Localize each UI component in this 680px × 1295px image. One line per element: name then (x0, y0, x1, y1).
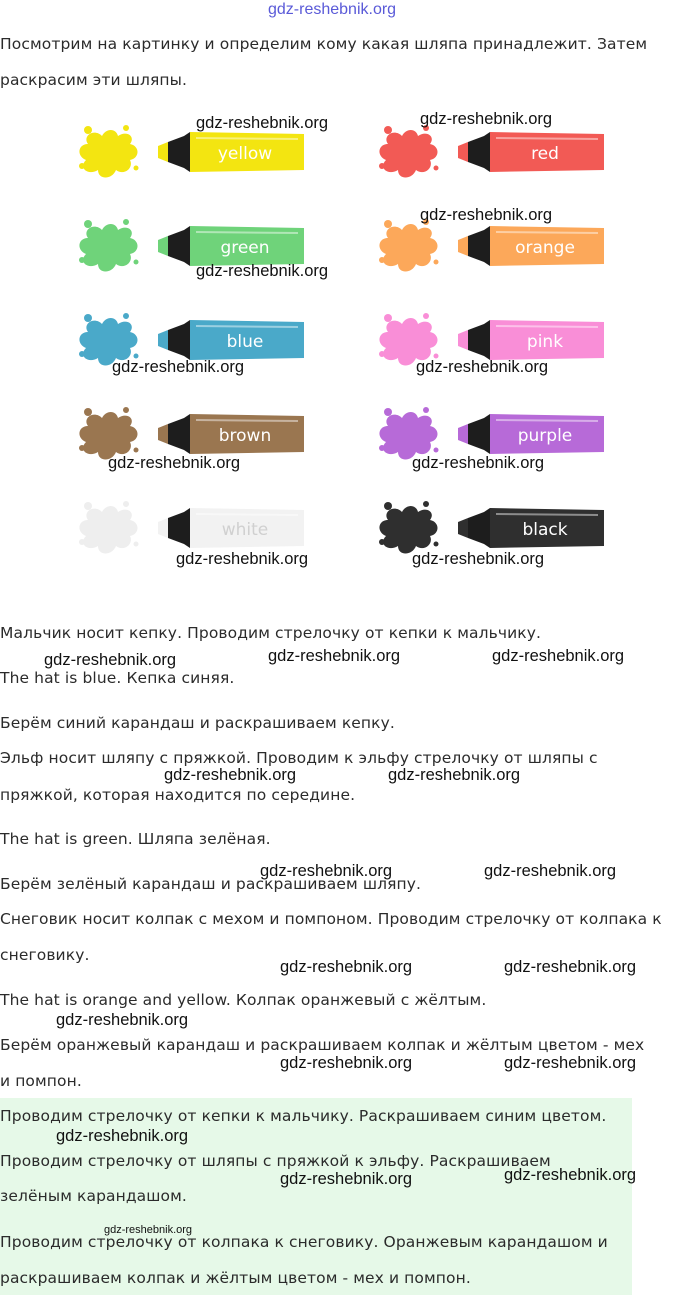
paint-drop-icon (84, 314, 92, 322)
marker-label: orange (515, 238, 575, 258)
marker-label: green (220, 238, 270, 258)
paint-splash-icon (379, 224, 437, 272)
watermark[interactable]: gdz-reshebnik.org (280, 1170, 413, 1188)
paint-splash-icon (79, 224, 137, 272)
paint-drop-icon (434, 448, 439, 453)
text-p6: Берём зелёный карандаш и раскрашиваем шляпу. (0, 875, 422, 893)
watermark[interactable]: gdz-reshebnik.org (196, 114, 329, 132)
paint-drop-icon (434, 542, 439, 547)
paint-drop-icon (79, 351, 85, 357)
marker-label: blue (226, 332, 264, 352)
marker-highlight (496, 232, 598, 233)
paint-drop-icon (123, 313, 129, 319)
paint-drop-icon (384, 502, 392, 510)
marker-tip-icon (158, 236, 168, 256)
marker-tip-icon (158, 518, 168, 538)
paint-drop-icon (123, 407, 129, 413)
watermark[interactable]: gdz-reshebnik.org (280, 1054, 413, 1072)
paint-splash-icon (79, 412, 137, 460)
marker-tip-icon (458, 424, 468, 444)
marker-cap-icon (168, 320, 190, 360)
marker-tip-icon (458, 236, 468, 256)
marker-tip-icon (458, 330, 468, 350)
text-p3: Берём синий карандаш и раскрашиваем кепку. (0, 714, 395, 732)
paint-drop-icon (123, 501, 129, 507)
marker-label: red (531, 144, 559, 164)
marker-cap-icon (468, 508, 490, 548)
paint-drop-icon (84, 126, 92, 134)
marker-cap-icon (468, 414, 490, 454)
paint-drop-icon (384, 314, 392, 322)
text-p5: The hat is green. Шляпа зелёная. (0, 830, 271, 848)
marker-tip-icon (158, 330, 168, 350)
marker-cap-icon (468, 226, 490, 266)
paint-drop-icon (123, 125, 129, 131)
text-p2: The hat is blue. Кепка синяя. (0, 669, 235, 687)
paint-drop-icon (84, 220, 92, 228)
paint-drop-icon (84, 502, 92, 510)
watermark[interactable]: gdz-reshebnik.org (56, 1127, 189, 1145)
watermark[interactable]: gdz-reshebnik.org (504, 1054, 637, 1072)
marker-tip-icon (458, 518, 468, 538)
intro-line-2: раскрасим эти шляпы. (0, 71, 188, 89)
watermark[interactable]: gdz-reshebnik.org (420, 206, 553, 224)
text-p1: Мальчик носит кепку. Проводим стрелочку от кепки к мальчику. (0, 624, 542, 642)
answer-a2a: Проводим стрелочку от шляпы с пряжкой к эльфу. Раскрашиваем (0, 1152, 551, 1170)
watermark[interactable]: gdz-reshebnik.org (260, 862, 393, 880)
watermark[interactable]: gdz-reshebnik.org (280, 958, 413, 976)
paint-drop-icon (134, 542, 139, 547)
watermark[interactable]: gdz-reshebnik.org (176, 550, 309, 568)
answer-a3b: раскрашиваем колпак и жёлтым цветом - мех и помпон. (0, 1269, 471, 1287)
paint-drop-icon (134, 260, 139, 265)
marker-cap-icon (468, 320, 490, 360)
answer-a3a: Проводим стрелочку от колпака к снеговику. Оранжевым карандашом и (0, 1233, 608, 1251)
marker-cap-icon (468, 132, 490, 172)
watermark[interactable]: gdz-reshebnik.org (412, 454, 545, 472)
marker-label: brown (218, 426, 272, 446)
paint-drop-icon (384, 126, 392, 134)
watermark[interactable]: gdz-reshebnik.org (164, 766, 297, 784)
paint-drop-icon (423, 313, 429, 319)
marker-highlight (196, 326, 298, 327)
marker-label: white (221, 520, 269, 540)
text-p9a: Берём оранжевый карандаш и раскрашиваем колпак и жёлтым цветом - мех (0, 1036, 645, 1054)
paint-drop-icon (79, 163, 85, 169)
text-p4b: пряжкой, которая находится по середине. (0, 786, 356, 804)
marker-highlight (196, 420, 298, 421)
paint-drop-icon (134, 448, 139, 453)
watermark[interactable]: gdz-reshebnik.org (268, 647, 401, 665)
marker-label: black (522, 520, 568, 540)
paint-drop-icon (434, 260, 439, 265)
text-p4a: Эльф носит шляпу с пряжкой. Проводим к эльфу стрелочку от шляпы с (0, 749, 598, 767)
watermark[interactable]: gdz-reshebnik.org (412, 550, 545, 568)
text-p8: The hat is orange and yellow. Колпак оранжевый с жёлтым. (0, 991, 487, 1009)
paint-drop-icon (379, 163, 385, 169)
paint-drop-icon (134, 166, 139, 171)
marker-highlight (496, 326, 598, 327)
paint-splash-icon (79, 506, 137, 554)
marker-cap-icon (168, 414, 190, 454)
marker-highlight (496, 420, 598, 421)
marker-tip-icon (158, 142, 168, 162)
paint-drop-icon (123, 219, 129, 225)
marker-tip-icon (158, 424, 168, 444)
paint-drop-icon (423, 407, 429, 413)
watermark[interactable]: gdz-reshebnik.org (484, 862, 617, 880)
intro-line-1: Посмотрим на картинку и определим кому какая шляпа принадлежит. Затем (0, 35, 648, 53)
watermark[interactable]: gdz-reshebnik.org (420, 110, 553, 128)
watermark[interactable]: gdz-reshebnik.org (196, 262, 329, 280)
paint-splash-icon (379, 412, 437, 460)
paint-splash-icon (379, 506, 437, 554)
watermark-top[interactable]: gdz-reshebnik.org (268, 1, 397, 18)
text-p9b: и помпон. (0, 1072, 82, 1090)
watermark[interactable]: gdz-reshebnik.org (44, 651, 177, 669)
marker-highlight (496, 514, 598, 515)
paint-drop-icon (379, 539, 385, 545)
watermark[interactable]: gdz-reshebnik.org (504, 958, 637, 976)
watermark[interactable]: gdz-reshebnik.org (112, 358, 245, 376)
paint-drop-icon (79, 539, 85, 545)
paint-drop-icon (384, 408, 392, 416)
paint-drop-icon (434, 166, 439, 171)
paint-drop-icon (423, 501, 429, 507)
marker-label: pink (526, 332, 564, 352)
paint-drop-icon (379, 445, 385, 451)
marker-label: yellow (217, 144, 273, 164)
watermark[interactable]: gdz-reshebnik.org (104, 1224, 193, 1236)
watermark[interactable]: gdz-reshebnik.org (492, 647, 625, 665)
answer-a1: Проводим стрелочку от кепки к мальчику. Раскрашиваем синим цветом. (0, 1107, 607, 1125)
watermark[interactable]: gdz-reshebnik.org (388, 766, 521, 784)
paint-splash-icon (379, 130, 437, 178)
marker-highlight (196, 138, 298, 139)
paint-drop-icon (384, 220, 392, 228)
paint-drop-icon (84, 408, 92, 416)
paint-drop-icon (79, 445, 85, 451)
paint-splash-icon (79, 130, 137, 178)
watermark[interactable]: gdz-reshebnik.org (504, 1166, 637, 1184)
watermark[interactable]: gdz-reshebnik.org (108, 454, 241, 472)
marker-highlight (496, 138, 598, 139)
paint-drop-icon (379, 351, 385, 357)
marker-cap-icon (168, 226, 190, 266)
paint-drop-icon (79, 257, 85, 263)
marker-highlight (196, 232, 298, 233)
watermark[interactable]: gdz-reshebnik.org (56, 1011, 189, 1029)
paint-drop-icon (379, 257, 385, 263)
marker-tip-icon (458, 142, 468, 162)
marker-label: purple (517, 426, 573, 446)
answer-a2b: зелёным карандашом. (0, 1187, 187, 1205)
marker-highlight (196, 514, 298, 515)
watermark[interactable]: gdz-reshebnik.org (416, 358, 549, 376)
text-p7a: Снеговик носит колпак с мехом и помпоном. Проводим стрелочку от колпака к (0, 910, 662, 928)
marker-cap-icon (168, 132, 190, 172)
text-p7b: снеговику. (0, 946, 90, 964)
marker-cap-icon (168, 508, 190, 548)
